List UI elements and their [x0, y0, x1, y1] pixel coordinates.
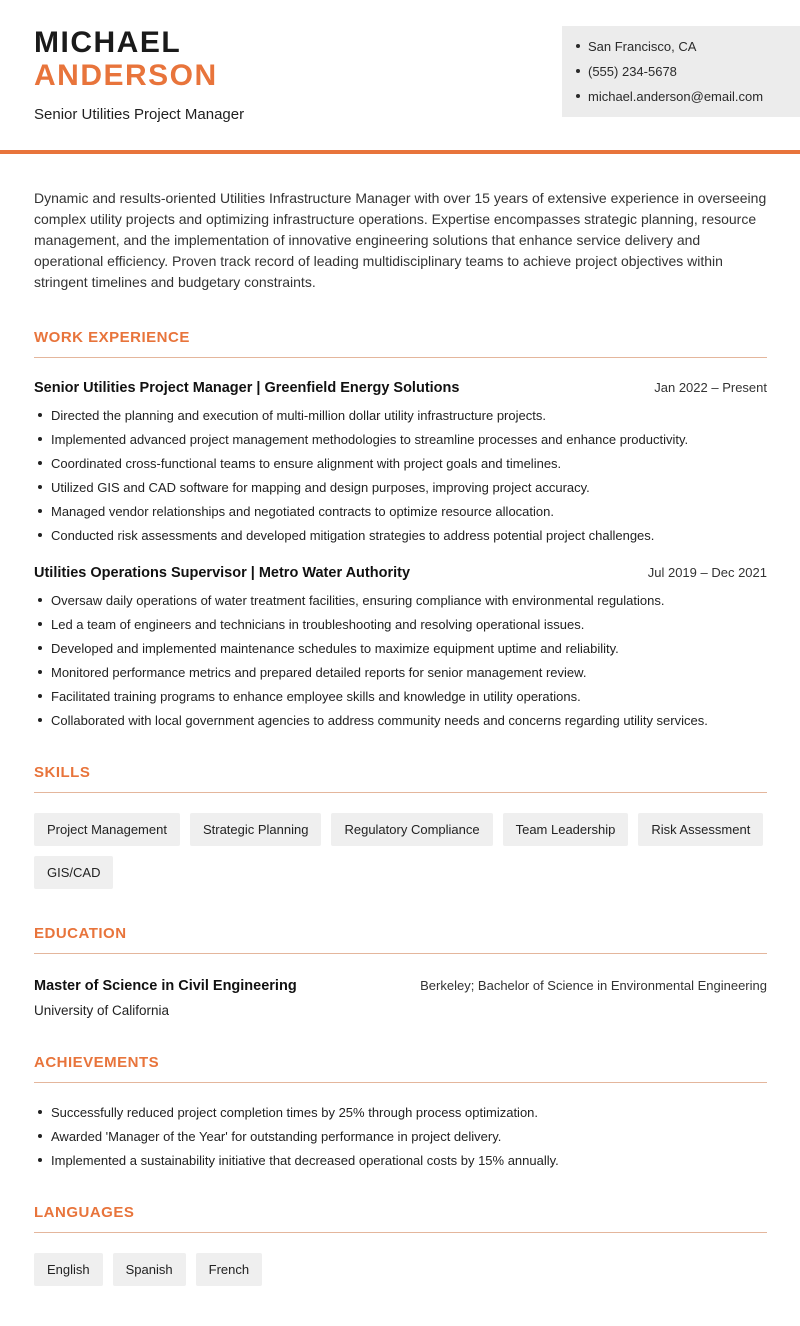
contact-email [576, 89, 784, 104]
skill-chip: GIS/CAD [34, 856, 113, 889]
summary-paragraph: Dynamic and results-oriented Utilities Infrastructure Manager with over 15 years of extensive experience in overseeing complex utility projects and optimizing infrastructure operations. Expertise encompasses strategic planning, resource management, and the implementation of innovative engineering solutions that enhance service delivery and operational efficiency. Proven track record of leading multidisciplinary teams to achieve project objectives within stringent timelines and budgetary constraints. [34, 190, 767, 290]
job-bullet: Led a team of engineers and technicians in troubleshooting and resolving operational issues. [51, 617, 767, 632]
job-entry [34, 380, 767, 543]
job-title-company: Senior Utilities Project Manager | Greenfield Energy Solutions [34, 380, 460, 396]
job-header [34, 565, 767, 581]
job-dates: Jan 2022 – Present [654, 380, 767, 395]
section-languages [34, 1204, 767, 1286]
achievements-list [34, 1105, 767, 1168]
education-secondary-degree: Berkeley; Bachelor of Science in Environmental Engineering [420, 978, 767, 993]
contact-phone [576, 64, 784, 79]
header-job-title: Senior Utilities Project Manager [34, 106, 245, 123]
bullet-icon [576, 94, 580, 98]
education-heading: EDUCATION [34, 925, 767, 954]
section-skills [34, 764, 767, 889]
job-bullet: Monitored performance metrics and prepared detailed reports for senior management review. [51, 665, 767, 680]
job-dates: Jul 2019 – Dec 2021 [647, 565, 767, 580]
job-title-company: Utilities Operations Supervisor | Metro Water Authority [34, 565, 411, 581]
job-header [34, 380, 767, 396]
languages-chip-row [34, 1253, 767, 1286]
language-chip: English [34, 1253, 103, 1286]
education-degree: Master of Science in Civil Engineering [34, 978, 297, 994]
job-bullet: Developed and implemented maintenance schedules to maximize equipment uptime and reliability. [51, 641, 767, 656]
resume-header [0, 0, 800, 128]
achievements-heading: ACHIEVEMENTS [34, 1054, 767, 1083]
section-achievements [34, 1054, 767, 1168]
languages-heading: LANGUAGES [34, 1204, 767, 1233]
contact-card [562, 26, 800, 117]
bullet-icon [576, 44, 580, 48]
first-name: MICHAEL [34, 26, 182, 59]
skill-chip: Risk Assessment [638, 813, 763, 846]
contact-location [576, 39, 784, 54]
bullet-icon [576, 69, 580, 73]
contact-location-text: San Francisco, CA [588, 39, 697, 54]
skill-chip: Project Management [34, 813, 180, 846]
section-education [34, 925, 767, 1018]
achievement-bullet: Awarded 'Manager of the Year' for outstanding performance in project delivery. [51, 1129, 767, 1144]
skill-chip: Regulatory Compliance [331, 813, 492, 846]
job-bullet-list [34, 593, 767, 728]
job-bullet-list [34, 408, 767, 543]
education-entry-header [34, 978, 767, 994]
skill-chip: Strategic Planning [190, 813, 322, 846]
language-chip: Spanish [113, 1253, 186, 1286]
job-entry [34, 565, 767, 728]
achievement-bullet: Successfully reduced project completion times by 25% through process optimization. [51, 1105, 767, 1120]
job-bullet: Utilized GIS and CAD software for mapping and design purposes, improving project accuracy. [51, 480, 767, 495]
education-school: University of California [34, 1003, 170, 1018]
last-name: ANDERSON [34, 59, 218, 92]
job-bullet: Directed the planning and execution of multi-million dollar utility infrastructure projects. [51, 408, 767, 423]
job-bullet: Facilitated training programs to enhance employee skills and knowledge in utility operations. [51, 689, 767, 704]
contact-email-text: michael.anderson@email.com [588, 89, 764, 104]
achievement-bullet: Implemented a sustainability initiative that decreased operational costs by 15% annually. [51, 1153, 767, 1168]
job-bullet: Managed vendor relationships and negotiated contracts to optimize resource allocation. [51, 504, 767, 519]
job-bullet: Oversaw daily operations of water treatment facilities, ensuring compliance with environmental regulations. [51, 593, 767, 608]
job-bullet: Coordinated cross-functional teams to ensure alignment with project goals and timelines. [51, 456, 767, 471]
language-chip: French [196, 1253, 262, 1286]
skills-heading: SKILLS [34, 764, 767, 793]
work-experience-heading: WORK EXPERIENCE [34, 329, 767, 358]
job-bullet: Collaborated with local government agencies to address community needs and concerns regarding utility services. [51, 713, 767, 728]
skill-chip: Team Leadership [503, 813, 629, 846]
contact-phone-text: (555) 234-5678 [588, 64, 677, 79]
section-work-experience [34, 329, 767, 728]
job-bullet: Implemented advanced project management methodologies to streamline processes and enhance productivity. [51, 432, 767, 447]
resume-body [0, 154, 800, 1326]
job-bullet: Conducted risk assessments and developed mitigation strategies to address potential project challenges. [51, 528, 767, 543]
skills-chip-row [34, 813, 767, 889]
